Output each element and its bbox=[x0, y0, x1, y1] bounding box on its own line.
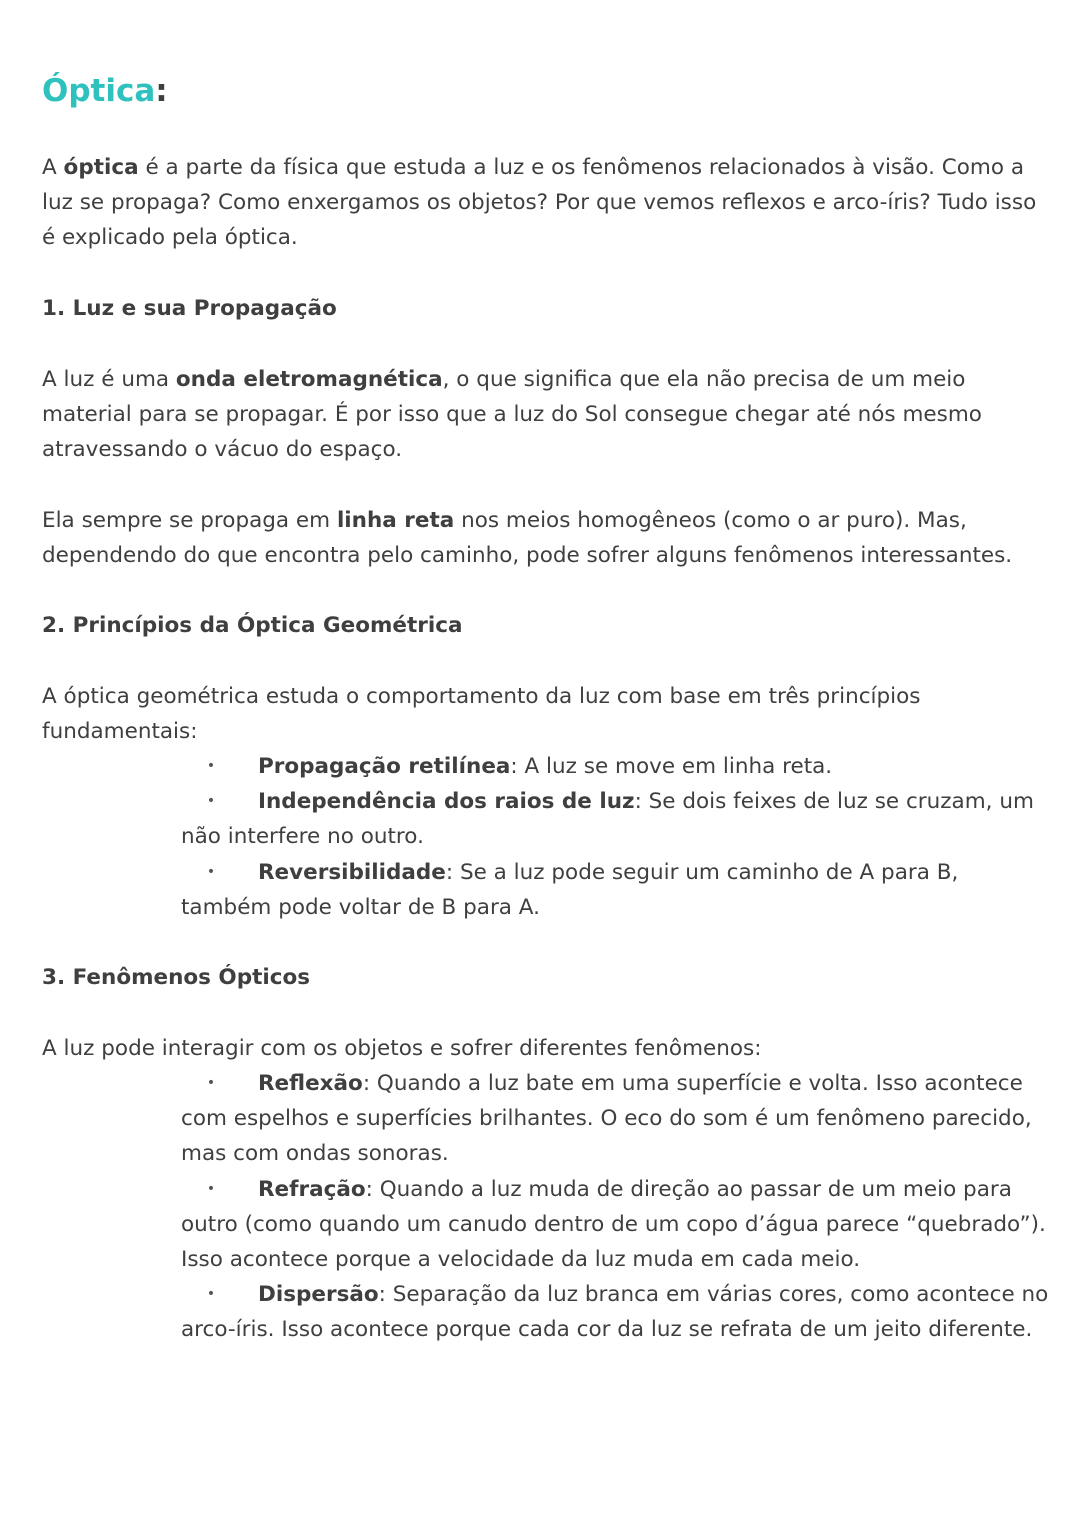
list-item-term: Reflexão bbox=[258, 1071, 363, 1096]
intro-text-1: A bbox=[42, 155, 64, 180]
section-2-list bbox=[181, 749, 1053, 925]
section-2-intro: A óptica geométrica estuda o comportamento da luz com base em três princípios fundamentais: bbox=[42, 684, 921, 745]
list-item-term: Refração bbox=[258, 1176, 366, 1202]
page-title-text: Óptica bbox=[42, 73, 156, 109]
intro-bold-term: óptica bbox=[63, 155, 139, 180]
list-item-text: : A luz se move em linha reta. bbox=[510, 754, 833, 779]
s1p1-text-1: A luz é uma bbox=[42, 367, 176, 392]
section-2-heading: 2. Princípios da Óptica Geométrica bbox=[42, 613, 463, 638]
list-item bbox=[181, 1172, 1053, 1278]
list-item bbox=[181, 1277, 1053, 1347]
intro-text-2: é a parte da física que estuda a luz e os fenômenos relacionados à visão. Como a luz se propaga? Como enxergamos os objetos? Por que vemos reflexos e arco-íris? Tudo isso é explicado pela óptica. bbox=[42, 155, 1037, 251]
list-item-term: Propagação retilínea bbox=[258, 754, 511, 779]
list-item-text: : Quando a luz bate em uma superfície e volta. Isso acontece com espelhos e superfícies brilhantes. O eco do som é um fenômeno parecido, mas com ondas sonoras. bbox=[181, 1071, 1032, 1167]
list-item bbox=[181, 855, 1053, 925]
s1p2-text-1: Ela sempre se propaga em bbox=[42, 508, 337, 533]
list-item bbox=[181, 1066, 1053, 1172]
bullet-icon: • bbox=[206, 758, 216, 774]
section-3-heading: 3. Fenômenos Ópticos bbox=[42, 965, 311, 990]
list-item-text: : Separação da luz branca em várias cores, como acontece no arco-íris. Isso acontece porque cada cor da luz se refrata de um jeito diferente. bbox=[181, 1282, 1049, 1343]
list-item-text: : Quando a luz muda de direção ao passar de um meio para outro (como quando um canudo dentro de um copo d’água parece “quebrado”). Isso acontece porque a velocidade da luz muda em cada meio. bbox=[181, 1176, 1046, 1273]
intro-paragraph bbox=[42, 150, 1052, 256]
list-item-text: : Se dois feixes de luz se cruzam, um não interfere no outro. bbox=[181, 789, 1034, 850]
page-title bbox=[42, 71, 168, 111]
s1p1-bold-term: onda eletromagnética bbox=[175, 367, 443, 392]
bullet-icon: • bbox=[206, 1075, 216, 1091]
s1p1-text-2: , o que significa que ela não precisa de um meio material para se propagar. É por isso que a luz do Sol consegue chegar até nós mesmo atravessando o vácuo do espaço. bbox=[42, 367, 982, 463]
section-3-intro: A luz pode interagir com os objetos e sofrer diferentes fenômenos: bbox=[42, 1036, 762, 1061]
s1p2-text-2: nos meios homogêneos (como o ar puro). Mas, dependendo do que encontra pelo caminho, pode sofrer alguns fenômenos interessantes. bbox=[42, 508, 1013, 569]
list-item bbox=[181, 749, 1053, 784]
section-1-paragraph-1 bbox=[42, 362, 1052, 468]
section-1-heading: 1. Luz e sua Propagação bbox=[42, 296, 337, 321]
page-title-colon: : bbox=[155, 73, 168, 109]
list-item bbox=[181, 784, 1053, 854]
bullet-icon: • bbox=[206, 1180, 216, 1197]
bullet-icon: • bbox=[206, 863, 216, 880]
list-item-term: Independência dos raios de luz bbox=[258, 789, 635, 815]
bullet-icon: • bbox=[206, 793, 216, 810]
list-item-text: : Se a luz pode seguir um caminho de A para B, também pode voltar de B para A. bbox=[181, 859, 959, 920]
s1p2-bold-term: linha reta bbox=[336, 508, 455, 533]
section-1-paragraph-2 bbox=[42, 503, 1052, 573]
list-item-term: Reversibilidade bbox=[258, 859, 446, 885]
list-item-term: Dispersão bbox=[258, 1282, 379, 1308]
section-3-list bbox=[181, 1066, 1053, 1348]
bullet-icon: • bbox=[206, 1286, 216, 1303]
